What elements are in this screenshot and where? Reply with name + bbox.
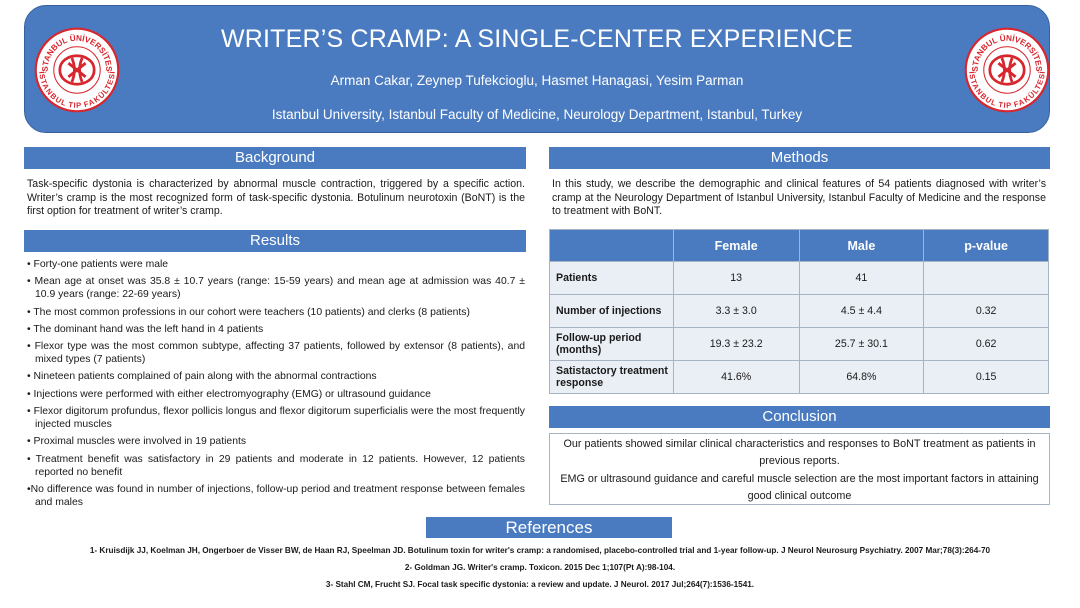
list-item: • Injections were performed with either electromyography (EMG) or ultrasound guidance bbox=[27, 388, 431, 400]
table-row-label: Number of injections bbox=[550, 295, 674, 328]
logo-text-top: STANBUL ÜNİVERSİTES bbox=[40, 33, 114, 72]
methods-text: In this study, we describe the demographic and clinical features of 54 patients diagnosed with writer’s cramp at the Neurology Department of Istanbul University, Istanbul Faculty of Medicine and the response to treatment with BoNT. bbox=[552, 178, 1046, 218]
table-header-row bbox=[550, 230, 1049, 262]
conclusion-box bbox=[549, 433, 1050, 505]
table-row bbox=[550, 361, 1049, 394]
table-cell: 64.8% bbox=[799, 361, 924, 394]
table-cell bbox=[924, 262, 1049, 295]
university-seal-logo-right bbox=[964, 27, 1050, 113]
list-item: • Forty-one patients were male bbox=[27, 259, 169, 270]
list-item: •No difference was found in number of injections, follow-up period and treatment response between females and males bbox=[27, 483, 525, 508]
table-cell: 0.32 bbox=[924, 295, 1049, 328]
authors: Arman Cakar, Zeynep Tufekcioglu, Hasmet Hanagasi, Yesim Parman bbox=[330, 73, 744, 88]
table-header-cell bbox=[550, 230, 674, 262]
list-item: • Flexor type was the most common subtype, affecting 37 patients, followed by extensor (8 patients), and mixed types (7 patients) bbox=[27, 341, 525, 366]
background-heading: Background bbox=[24, 147, 526, 169]
logo-text-top: STANBUL ÜNİVERSİTES bbox=[970, 33, 1044, 72]
list-item: • Treatment benefit was satisfactory in 29 patients and moderate in 12 patients. However, 12 patients reported no benefit bbox=[27, 453, 525, 478]
table-cell: 19.3 ± 23.2 bbox=[673, 328, 799, 361]
references-heading: References bbox=[426, 517, 672, 538]
table-row-label: Patients bbox=[550, 262, 674, 295]
reference-item: 1- Kruisdijk JJ, Koelman JH, Ongerboer de Visser BW, de Haan RJ, Speelman JD. Botulinum toxin for writer's cramp: a randomised, placebo-controlled trial and 1-year follow-up. J Neurol Neurosurg Psychiatry. 2007 Mar;78(3):264-70 bbox=[89, 546, 991, 555]
table-cell: 4.5 ± 4.4 bbox=[799, 295, 924, 328]
affiliation: Istanbul University, Istanbul Faculty of Medicine, Neurology Department, Istanbul, Turkey bbox=[271, 107, 803, 122]
list-item: • Mean age at onset was 35.8 ± 10.7 years (range: 15-59 years) and mean age at admission was 40.7 ± 10.9 years (range: 22-69 years) bbox=[27, 276, 525, 301]
list-item: • Proximal muscles were involved in 19 patients bbox=[27, 436, 247, 448]
results-table bbox=[549, 229, 1049, 394]
poster-header bbox=[24, 5, 1050, 133]
poster-title: WRITER’S CRAMP: A SINGLE-CENTER EXPERIENCE bbox=[220, 25, 854, 53]
table-header-cell: Female bbox=[673, 230, 799, 262]
table-row bbox=[550, 262, 1049, 295]
methods-heading: Methods bbox=[549, 147, 1050, 169]
results-heading: Results bbox=[24, 230, 526, 252]
table-row-label: Follow-up period (months) bbox=[550, 328, 674, 361]
table-cell: 25.7 ± 30.1 bbox=[799, 328, 924, 361]
logo-text-bottom: İSTANBUL TIP FAKÜLTESİ bbox=[967, 71, 1047, 110]
table-cell: 3.3 ± 3.0 bbox=[673, 295, 799, 328]
table-cell: 41.6% bbox=[673, 361, 799, 394]
table-cell: 0.15 bbox=[924, 361, 1049, 394]
table-cell: 41 bbox=[799, 262, 924, 295]
conclusion-text-2: EMG or ultrasound guidance and careful muscle selection are the most important factors in attaining good clinical outcome bbox=[560, 473, 1039, 502]
logo-text-bottom: İSTANBUL TIP FAKÜLTESİ bbox=[37, 71, 117, 110]
table-row bbox=[550, 328, 1049, 361]
conclusion-heading: Conclusion bbox=[549, 406, 1050, 428]
university-seal-logo-left bbox=[34, 27, 120, 113]
background-text: Task-specific dystonia is characterized by abnormal muscle contraction, triggered by a specific action. Writer’s cramp is the most recognized form of task-specific dystonia. Botulinum neurotoxin (BoNT) is the first option for treatment of writer’s cramp. bbox=[27, 178, 525, 218]
table-header-cell: Male bbox=[799, 230, 924, 262]
table-row-label: Satistactory treatment response bbox=[550, 361, 674, 394]
table-cell: 0.62 bbox=[924, 328, 1049, 361]
list-item: • Nineteen patients complained of pain along with the abnormal contractions bbox=[27, 371, 377, 383]
reference-item: 2- Goldman JG. Writer's cramp. Toxicon. 2015 Dec 1;107(Pt A):98-104. bbox=[404, 563, 676, 572]
list-item: • The most common professions in our cohort were teachers (10 patients) and clerks (8 patients) bbox=[27, 306, 470, 318]
list-item: • Flexor digitorum profundus, flexor pollicis longus and flexor digitorum superficialis were the most frequently injected muscles bbox=[27, 406, 525, 431]
list-item: • The dominant hand was the left hand in 4 patients bbox=[27, 323, 264, 335]
reference-item: 3- Stahl CM, Frucht SJ. Focal task specific dystonia: a review and update. J Neurol. 2017 Jul;264(7):1536-1541. bbox=[325, 580, 755, 589]
table-header-cell: p-value bbox=[924, 230, 1049, 262]
conclusion-text-1: Our patients showed similar clinical characteristics and responses to BoNT treatment as patients in previous reports. bbox=[563, 438, 1036, 467]
table-cell: 13 bbox=[673, 262, 799, 295]
table-row bbox=[550, 295, 1049, 328]
results-list bbox=[27, 258, 525, 513]
